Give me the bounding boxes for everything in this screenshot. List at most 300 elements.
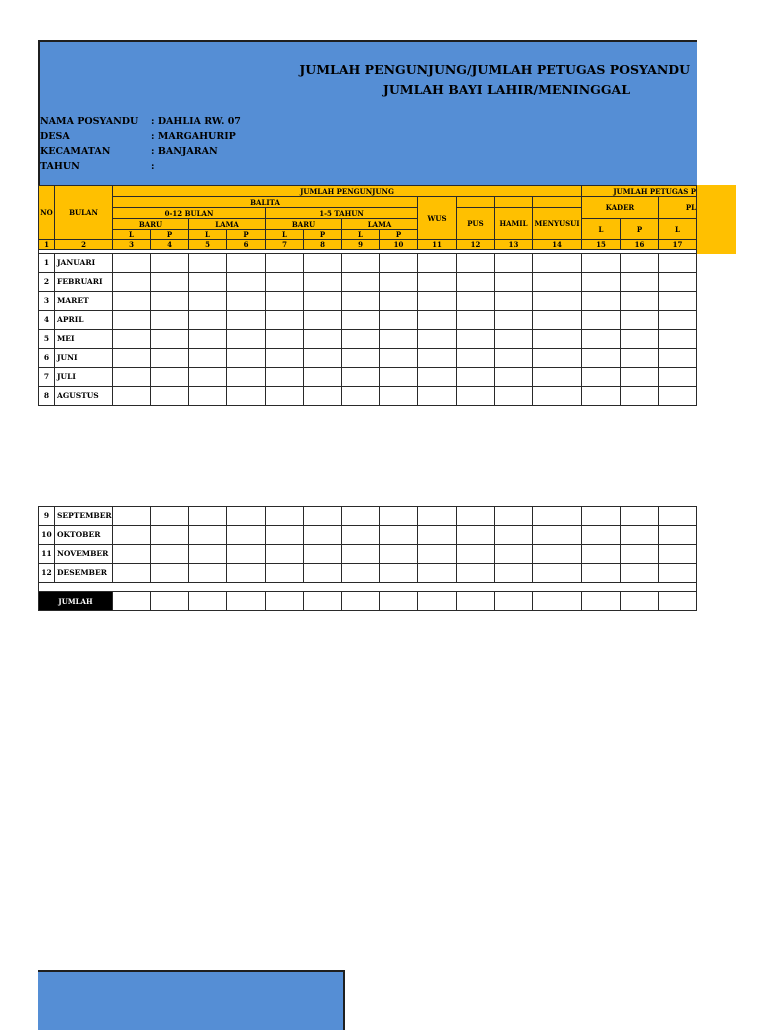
header-kader: KADER [582, 197, 659, 219]
month-name: JUNI [55, 349, 113, 368]
data-cell[interactable] [189, 507, 227, 526]
header-l: L [189, 230, 227, 240]
header-p: P [380, 230, 418, 240]
month-name: MEI [55, 330, 113, 349]
data-cell[interactable] [304, 292, 342, 311]
data-cell[interactable] [621, 526, 659, 545]
header-p: P [227, 230, 266, 240]
month-number: 2 [39, 273, 55, 292]
total-cell[interactable] [189, 592, 227, 611]
data-cell[interactable] [380, 349, 418, 368]
month-number: 1 [39, 254, 55, 273]
total-cell[interactable] [457, 592, 495, 611]
table-row [39, 273, 697, 292]
data-cell[interactable] [342, 330, 380, 349]
col-header-pus: PUS [457, 208, 495, 240]
data-cell[interactable] [659, 254, 697, 273]
data-cell[interactable] [418, 507, 457, 526]
data-cell[interactable] [227, 526, 266, 545]
data-cell[interactable] [659, 330, 697, 349]
table-row [39, 564, 697, 583]
column-number: 14 [533, 240, 582, 250]
data-cell[interactable] [418, 349, 457, 368]
data-cell[interactable] [342, 254, 380, 273]
data-cell[interactable] [495, 273, 533, 292]
table-row [39, 387, 697, 406]
data-cell[interactable] [227, 292, 266, 311]
total-cell[interactable] [113, 592, 151, 611]
info-value: : DAHLIA RW. 07 [151, 116, 241, 127]
header-l: L [266, 230, 304, 240]
header-p: P [304, 230, 342, 240]
data-cell[interactable] [266, 368, 304, 387]
data-cell[interactable] [659, 311, 697, 330]
data-cell[interactable] [659, 368, 697, 387]
month-number: 4 [39, 311, 55, 330]
month-number: 8 [39, 387, 55, 406]
table-row [39, 311, 697, 330]
month-number: 12 [39, 564, 55, 583]
col-header-wus: WUS [418, 197, 457, 240]
col-header-no: NO [39, 186, 55, 240]
data-cell[interactable] [659, 387, 697, 406]
month-number: 11 [39, 545, 55, 564]
data-cell[interactable] [113, 507, 151, 526]
data-cell[interactable] [189, 330, 227, 349]
data-cell[interactable] [621, 545, 659, 564]
table-row [39, 526, 697, 545]
data-cell[interactable] [582, 254, 621, 273]
data-cell[interactable] [418, 292, 457, 311]
data-cell[interactable] [227, 368, 266, 387]
column-number: 17 [659, 240, 697, 250]
data-cell[interactable] [418, 368, 457, 387]
column-number: 5 [189, 240, 227, 250]
data-cell[interactable] [266, 507, 304, 526]
data-cell[interactable] [418, 330, 457, 349]
data-cell[interactable] [380, 292, 418, 311]
header-l: L [113, 230, 151, 240]
data-cell[interactable] [418, 273, 457, 292]
data-cell[interactable] [151, 349, 189, 368]
data-cell[interactable] [621, 254, 659, 273]
info-row-tahun [40, 161, 155, 172]
data-cell[interactable] [533, 292, 582, 311]
data-cell[interactable] [227, 545, 266, 564]
month-rows-part2 [39, 507, 697, 583]
data-cell[interactable] [151, 526, 189, 545]
col-header-hamil: HAMIL [495, 208, 533, 240]
month-number: 10 [39, 526, 55, 545]
data-cell[interactable] [304, 564, 342, 583]
data-cell[interactable] [227, 564, 266, 583]
total-cell[interactable] [495, 592, 533, 611]
data-cell[interactable] [227, 507, 266, 526]
data-cell[interactable] [659, 564, 697, 583]
table-row [39, 292, 697, 311]
data-cell[interactable] [495, 507, 533, 526]
data-cell[interactable] [304, 254, 342, 273]
data-cell[interactable] [380, 526, 418, 545]
column-number: 13 [495, 240, 533, 250]
header-blank [533, 197, 582, 208]
total-cell[interactable] [418, 592, 457, 611]
data-cell[interactable] [113, 545, 151, 564]
data-cell[interactable] [495, 254, 533, 273]
data-cell[interactable] [457, 311, 495, 330]
data-cell[interactable] [582, 292, 621, 311]
data-cell[interactable] [418, 526, 457, 545]
data-cell[interactable] [621, 507, 659, 526]
month-name: SEPTEMBER [55, 507, 113, 526]
data-cell[interactable] [113, 330, 151, 349]
total-cell[interactable] [380, 592, 418, 611]
data-cell[interactable] [533, 526, 582, 545]
data-cell[interactable] [533, 330, 582, 349]
data-cell[interactable] [418, 254, 457, 273]
data-cell[interactable] [266, 292, 304, 311]
data-cell[interactable] [582, 311, 621, 330]
column-number: 9 [342, 240, 380, 250]
data-cell[interactable] [621, 330, 659, 349]
total-cell[interactable] [659, 592, 697, 611]
data-cell[interactable] [418, 564, 457, 583]
data-cell[interactable] [227, 254, 266, 273]
data-cell[interactable] [533, 564, 582, 583]
data-cell[interactable] [342, 311, 380, 330]
data-cell[interactable] [266, 349, 304, 368]
data-cell[interactable] [227, 273, 266, 292]
month-number: 6 [39, 349, 55, 368]
data-cell[interactable] [304, 311, 342, 330]
data-cell[interactable] [342, 368, 380, 387]
total-cell[interactable] [582, 592, 621, 611]
data-cell[interactable] [304, 526, 342, 545]
data-cell[interactable] [266, 273, 304, 292]
data-cell[interactable] [457, 387, 495, 406]
month-name: JULI [55, 368, 113, 387]
data-cell[interactable] [189, 387, 227, 406]
data-cell[interactable] [418, 387, 457, 406]
data-cell[interactable] [457, 254, 495, 273]
data-cell[interactable] [189, 292, 227, 311]
data-cell[interactable] [266, 254, 304, 273]
data-cell[interactable] [582, 330, 621, 349]
data-cell[interactable] [582, 507, 621, 526]
data-cell[interactable] [189, 368, 227, 387]
data-cell[interactable] [582, 349, 621, 368]
data-cell[interactable] [659, 507, 697, 526]
month-number: 7 [39, 368, 55, 387]
data-cell[interactable] [113, 254, 151, 273]
data-cell[interactable] [227, 330, 266, 349]
data-cell[interactable] [342, 507, 380, 526]
header-age-1-5: 1-5 TAHUN [266, 208, 418, 219]
total-cell[interactable] [533, 592, 582, 611]
data-cell[interactable] [533, 273, 582, 292]
total-cell[interactable] [151, 592, 189, 611]
header-p: P [151, 230, 189, 240]
data-cell[interactable] [342, 273, 380, 292]
data-cell[interactable] [151, 545, 189, 564]
data-cell[interactable] [582, 273, 621, 292]
data-cell[interactable] [495, 311, 533, 330]
column-number: 11 [418, 240, 457, 250]
data-cell[interactable] [227, 311, 266, 330]
data-cell[interactable] [151, 368, 189, 387]
header-fill-overflow [697, 185, 736, 254]
month-name: DESEMBER [55, 564, 113, 583]
column-number: 7 [266, 240, 304, 250]
total-row [39, 592, 697, 611]
month-name: MARET [55, 292, 113, 311]
column-number: 6 [227, 240, 266, 250]
data-cell[interactable] [582, 526, 621, 545]
data-cell[interactable] [380, 330, 418, 349]
data-cell[interactable] [495, 526, 533, 545]
data-cell[interactable] [621, 311, 659, 330]
data-cell[interactable] [342, 387, 380, 406]
header-l: L [659, 219, 697, 240]
month-number: 3 [39, 292, 55, 311]
data-cell[interactable] [189, 545, 227, 564]
data-cell[interactable] [304, 507, 342, 526]
data-cell[interactable] [266, 330, 304, 349]
data-cell[interactable] [189, 254, 227, 273]
data-cell[interactable] [621, 368, 659, 387]
total-label: JUMLAH [39, 592, 113, 611]
data-cell[interactable] [380, 368, 418, 387]
report-subtitle: JUMLAH BAYI LAHIR/MENINGGAL [382, 82, 630, 97]
info-row-nama-posyandu [40, 116, 241, 127]
data-cell[interactable] [266, 545, 304, 564]
data-cell[interactable] [621, 564, 659, 583]
column-number: 16 [621, 240, 659, 250]
info-value: : MARGAHURIP [151, 131, 236, 142]
month-name: FEBRUARI [55, 273, 113, 292]
data-cell[interactable] [659, 273, 697, 292]
data-cell[interactable] [342, 292, 380, 311]
data-cell[interactable] [189, 273, 227, 292]
data-cell[interactable] [533, 254, 582, 273]
info-value: : BANJARAN [151, 146, 218, 157]
column-number: 3 [113, 240, 151, 250]
data-cell[interactable] [113, 564, 151, 583]
month-rows-part1 [39, 254, 697, 406]
data-cell[interactable] [266, 311, 304, 330]
data-cell[interactable] [533, 507, 582, 526]
data-cell[interactable] [151, 564, 189, 583]
data-cell[interactable] [621, 292, 659, 311]
data-cell[interactable] [380, 254, 418, 273]
header-age-0-12: 0-12 BULAN [113, 208, 266, 219]
data-cell[interactable] [113, 273, 151, 292]
data-cell[interactable] [457, 526, 495, 545]
spacer-row [39, 583, 697, 592]
data-cell[interactable] [380, 545, 418, 564]
column-number: 2 [55, 240, 113, 250]
data-cell[interactable] [533, 349, 582, 368]
data-cell[interactable] [266, 526, 304, 545]
info-label: NAMA POSYANDU [40, 116, 139, 127]
data-cell[interactable] [533, 368, 582, 387]
data-cell[interactable] [457, 292, 495, 311]
data-cell[interactable] [151, 311, 189, 330]
data-cell[interactable] [380, 273, 418, 292]
data-cell[interactable] [304, 545, 342, 564]
group-header-pengunjung: JUMLAH PENGUNJUNG [113, 186, 582, 197]
next-page-header-band [38, 970, 345, 1030]
column-number: 4 [151, 240, 189, 250]
info-value: : [151, 161, 155, 172]
data-cell[interactable] [113, 292, 151, 311]
column-number-row [39, 240, 697, 250]
total-cell[interactable] [342, 592, 380, 611]
data-cell[interactable] [659, 526, 697, 545]
table-row [39, 545, 697, 564]
header-blank [495, 197, 533, 208]
data-cell[interactable] [227, 349, 266, 368]
report-header-band [38, 40, 697, 185]
total-cell[interactable] [621, 592, 659, 611]
data-cell[interactable] [582, 387, 621, 406]
data-cell[interactable] [151, 507, 189, 526]
info-label: KECAMATAN [40, 146, 111, 157]
month-name: JANUARI [55, 254, 113, 273]
data-cell[interactable] [304, 368, 342, 387]
data-cell[interactable] [380, 564, 418, 583]
data-cell[interactable] [582, 545, 621, 564]
data-cell[interactable] [151, 387, 189, 406]
data-cell[interactable] [621, 273, 659, 292]
data-cell[interactable] [304, 349, 342, 368]
data-cell[interactable] [342, 526, 380, 545]
info-label: DESA [40, 131, 70, 142]
data-cell[interactable] [457, 368, 495, 387]
column-number: 15 [582, 240, 621, 250]
data-cell[interactable] [151, 273, 189, 292]
data-cell[interactable] [418, 545, 457, 564]
total-cell[interactable] [304, 592, 342, 611]
table-row [39, 368, 697, 387]
data-cell[interactable] [495, 292, 533, 311]
data-cell[interactable] [457, 330, 495, 349]
data-cell[interactable] [189, 311, 227, 330]
data-cell[interactable] [582, 564, 621, 583]
month-number: 9 [39, 507, 55, 526]
table-row [39, 507, 697, 526]
data-cell[interactable] [151, 254, 189, 273]
data-cell[interactable] [457, 564, 495, 583]
data-cell[interactable] [533, 387, 582, 406]
column-number: 10 [380, 240, 418, 250]
header-lama: LAMA [189, 219, 266, 230]
data-cell[interactable] [418, 311, 457, 330]
month-number: 5 [39, 330, 55, 349]
header-l: L [582, 219, 621, 240]
data-cell[interactable] [113, 311, 151, 330]
visitor-table [38, 185, 697, 406]
data-cell[interactable] [621, 349, 659, 368]
data-cell[interactable] [495, 368, 533, 387]
report-title: JUMLAH PENGUNJUNG/JUMLAH PETUGAS POSYANDU [299, 62, 690, 77]
data-cell[interactable] [189, 564, 227, 583]
data-cell[interactable] [304, 387, 342, 406]
data-cell[interactable] [457, 349, 495, 368]
info-row-kecamatan [40, 146, 218, 157]
data-cell[interactable] [659, 349, 697, 368]
data-cell[interactable] [227, 387, 266, 406]
data-cell[interactable] [495, 545, 533, 564]
month-name: APRIL [55, 311, 113, 330]
data-cell[interactable] [113, 368, 151, 387]
data-cell[interactable] [621, 387, 659, 406]
month-name: OKTOBER [55, 526, 113, 545]
data-cell[interactable] [495, 349, 533, 368]
data-cell[interactable] [457, 545, 495, 564]
data-cell[interactable] [533, 545, 582, 564]
column-number: 8 [304, 240, 342, 250]
data-cell[interactable] [342, 564, 380, 583]
month-name: NOVEMBER [55, 545, 113, 564]
group-header-petugas: JUMLAH PETUGAS P [582, 186, 697, 197]
data-cell[interactable] [495, 387, 533, 406]
data-cell[interactable] [189, 526, 227, 545]
table-row [39, 349, 697, 368]
data-cell[interactable] [380, 387, 418, 406]
header-baru: BARU [266, 219, 342, 230]
data-cell[interactable] [113, 526, 151, 545]
table-row [39, 330, 697, 349]
total-cell[interactable] [227, 592, 266, 611]
header-blank [457, 197, 495, 208]
data-cell[interactable] [189, 349, 227, 368]
data-cell[interactable] [304, 330, 342, 349]
data-cell[interactable] [266, 387, 304, 406]
data-cell[interactable] [380, 311, 418, 330]
column-number: 1 [39, 240, 55, 250]
data-cell[interactable] [304, 273, 342, 292]
data-cell[interactable] [457, 273, 495, 292]
data-cell[interactable] [457, 507, 495, 526]
visitor-table-continued [38, 506, 697, 611]
header-p: P [621, 219, 659, 240]
header-balita: BALITA [113, 197, 418, 208]
data-cell[interactable] [151, 330, 189, 349]
data-cell[interactable] [582, 368, 621, 387]
month-name: AGUSTUS [55, 387, 113, 406]
data-cell[interactable] [342, 349, 380, 368]
info-label: TAHUN [40, 161, 80, 172]
table-row [39, 254, 697, 273]
data-cell[interactable] [113, 387, 151, 406]
data-cell[interactable] [380, 507, 418, 526]
data-cell[interactable] [342, 545, 380, 564]
info-row-desa [40, 131, 236, 142]
col-header-bulan: BULAN [55, 186, 113, 240]
data-cell[interactable] [659, 292, 697, 311]
data-cell[interactable] [495, 330, 533, 349]
data-cell[interactable] [113, 349, 151, 368]
col-header-menyusui: MENYUSUI [533, 208, 582, 240]
data-cell[interactable] [151, 292, 189, 311]
data-cell[interactable] [533, 311, 582, 330]
data-cell[interactable] [266, 564, 304, 583]
column-number: 12 [457, 240, 495, 250]
total-cell[interactable] [266, 592, 304, 611]
data-cell[interactable] [495, 564, 533, 583]
data-cell[interactable] [659, 545, 697, 564]
